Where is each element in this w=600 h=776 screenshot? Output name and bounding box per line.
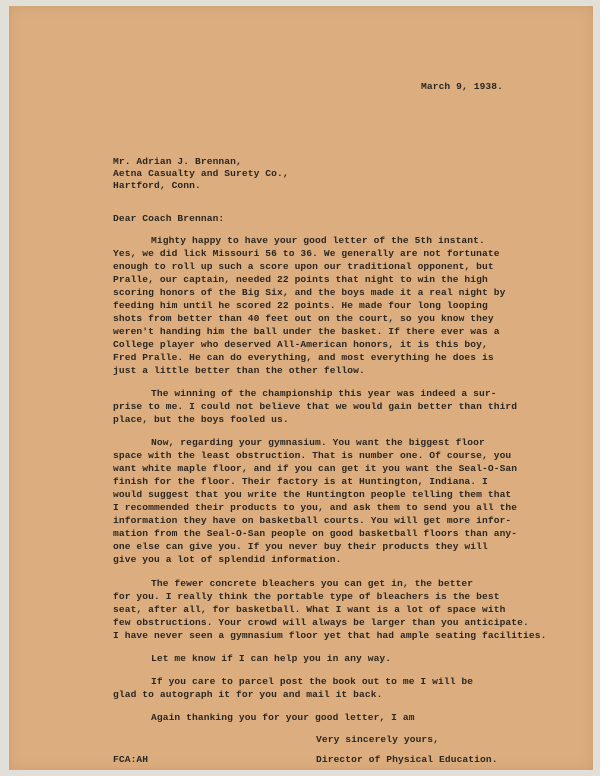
body-line: give you a lot of splendid information. [113, 554, 342, 565]
body-line: want white maple floor, and if you can get it you want the Seal-O-San [113, 463, 518, 474]
address-line: Hartford, Conn. [113, 180, 201, 191]
body-line: weren't handing him the ball under the basket. If there ever was a [113, 326, 500, 337]
body-line: place, but the boys fooled us. [113, 414, 289, 425]
body-line: few obstructions. Your crowd will always be larger than you anticipate. [113, 617, 529, 628]
body-line: The winning of the championship this year was indeed a sur- [151, 388, 497, 399]
body-line: would suggest that you write the Huntington people telling them that [113, 489, 512, 500]
address-line: Aetna Casualty and Surety Co., [113, 168, 289, 179]
body-line: College player who deserved All-American honors, it is this boy, [113, 339, 488, 350]
body-line: Yes, we did lick Missouri 56 to 36. We generally are not fortunate [113, 248, 500, 259]
body-line: shots from better than 40 feet out on the court, so you know they [113, 313, 494, 324]
body-line: one else can give you. If you never buy their products they will [113, 541, 488, 552]
signature-title: Director of Physical Education. [316, 754, 498, 765]
body-line: seat, after all, for basketball. What I want is a lot of space with [113, 604, 506, 615]
body-line: mation from the Seal-O-San people on good basketball floors than any- [113, 528, 518, 539]
body-line: Fred Pralle. He can do everything, and most everything he does is [113, 352, 494, 363]
letter-page [9, 6, 593, 770]
body-line: finish for the floor. Their factory is at Huntington, Indiana. I [113, 476, 488, 487]
body-line: feeding him until he scored 22 points. He made four long looping [113, 300, 488, 311]
body-line: just a little better than the other fellow. [113, 365, 365, 376]
body-line: scoring honors of the Big Six, and the boys made it a real night by [113, 287, 506, 298]
body-line: Mighty happy to have your good letter of the 5th instant. [151, 235, 485, 246]
reference-initials: FCA:AH [113, 754, 149, 765]
body-line: information they have on basketball courts. You will get more infor- [113, 515, 512, 526]
body-line: for you. I really think the portable type of bleachers is the best [113, 591, 500, 602]
letter-date: March 9, 1938. [421, 81, 504, 92]
body-line: Pralle, our captain, needed 22 points that night to win the high [113, 274, 488, 285]
body-line: Again thanking you for your good letter, I am [151, 712, 415, 723]
body-line: enough to roll up such a score upon our traditional opponent, but [113, 261, 494, 272]
body-line: If you care to parcel post the book out to me I will be [151, 676, 474, 687]
salutation: Dear Coach Brennan: [113, 213, 225, 224]
body-line: Let me know if I can help you in any way. [151, 653, 392, 664]
closing: Very sincerely yours, [316, 734, 440, 745]
address-line: Mr. Adrian J. Brennan, [113, 156, 242, 167]
body-line: Now, regarding your gymnasium. You want the biggest floor [151, 437, 485, 448]
body-line: The fewer concrete bleachers you can get in, the better [151, 578, 474, 589]
body-line: I recommended their products to you, and ask them to send you all the [113, 502, 518, 513]
body-line: glad to autograph it for you and mail it back. [113, 689, 383, 700]
body-line: I have never seen a gymnasium floor yet that had ample seating facilities. [113, 630, 547, 641]
body-line: prise to me. I could not believe that we would gain better than third [113, 401, 518, 412]
body-line: space with the least obstruction. That is number one. Of course, you [113, 450, 512, 461]
